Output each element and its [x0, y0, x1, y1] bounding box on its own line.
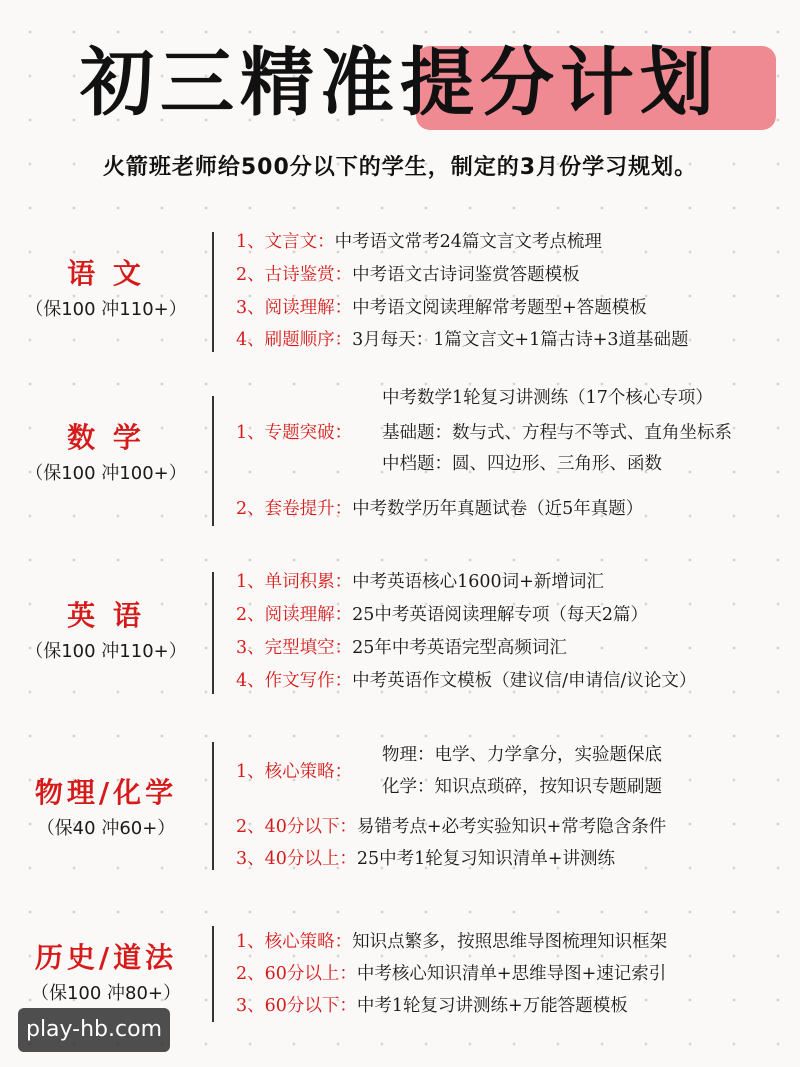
item-text: 25中考1轮复习知识清单+讲测练	[356, 849, 615, 869]
subject-block	[0, 775, 212, 843]
title-normal: 初三精准	[80, 40, 400, 126]
subject-goal: （保100 冲100+）	[25, 463, 187, 484]
item-label: 1、单词积累：	[236, 572, 353, 592]
section-divider	[212, 232, 214, 352]
list-item	[236, 296, 647, 320]
list-item	[236, 328, 689, 352]
list-item	[236, 994, 628, 1018]
list-item	[236, 230, 602, 254]
item-label: 1、文言文：	[236, 232, 335, 252]
title-block	[0, 28, 800, 138]
page-title	[80, 28, 720, 138]
list-item	[236, 570, 604, 594]
item-text: 中考英语核心1600词+新增词汇	[352, 572, 604, 592]
section-divider	[212, 926, 214, 1022]
item-text: 25年中考英语完型高频词汇	[352, 638, 567, 658]
subject-goal: （保100 冲80+）	[30, 983, 182, 1004]
subject-name: 数 学	[67, 421, 145, 454]
item-label: 3、40分以上：	[236, 849, 357, 869]
item-text: 中考语文阅读理解常考题型+答题模板	[352, 298, 647, 318]
item-text: 中考语文常考24篇文言文考点梳理	[334, 232, 602, 252]
item-text: 中考语文古诗词鉴赏答题模板	[352, 265, 580, 285]
item-subline: 化学：知识点琐碎，按知识专题刷题	[382, 777, 662, 797]
item-label: 3、完型填空：	[236, 638, 353, 658]
item-text: 25中考英语阅读理解专项（每天2篇）	[352, 605, 649, 625]
list-item	[236, 962, 666, 986]
item-text: 3月每天：1篇文言文+1篇古诗+3道基础题	[352, 330, 689, 350]
list-item	[236, 930, 667, 954]
title-highlight: 提分计划	[400, 40, 720, 126]
list-item	[236, 497, 643, 521]
item-label: 2、套卷提升：	[236, 499, 353, 519]
item-subline: 基础题：数与式、方程与不等式、直角坐标系	[382, 423, 732, 443]
subject-goal: （保100 冲110+）	[25, 299, 187, 320]
subject-name: 历史/道法	[34, 941, 178, 974]
item-text: 中考1轮复习讲测练+万能答题模板	[356, 996, 628, 1016]
section-divider	[212, 396, 214, 526]
subject-block	[0, 256, 212, 324]
subject-goal: （保40 冲60+）	[36, 818, 176, 839]
item-label: 3、60分以下：	[236, 996, 357, 1016]
item-text: 中考核心知识清单+思维导图+速记索引	[356, 964, 667, 984]
list-item	[236, 636, 567, 660]
item-label: 3、阅读理解：	[236, 298, 353, 318]
subject-block	[0, 940, 212, 1008]
item-label: 2、阅读理解：	[236, 605, 353, 625]
section-divider	[212, 742, 214, 870]
item-label: 2、60分以上：	[236, 964, 357, 984]
list-item	[236, 760, 352, 784]
subject-block	[0, 420, 212, 488]
list-item	[236, 263, 580, 287]
watermark: play-hb.com	[18, 1008, 170, 1052]
list-item	[236, 421, 352, 445]
item-subline: 中考数学1轮复习讲测练（17个核心专项）	[382, 388, 713, 408]
subject-goal: （保100 冲110+）	[25, 641, 187, 662]
section-divider	[212, 572, 214, 694]
item-label: 2、古诗鉴赏：	[236, 265, 353, 285]
subject-name: 英 语	[67, 599, 145, 632]
item-subline: 物理：电学、力学拿分，实验题保底	[382, 745, 662, 765]
list-item	[236, 847, 615, 871]
item-text: 易错考点+必考实验知识+常考隐含条件	[356, 817, 667, 837]
item-subline: 中档题：圆、四边形、三角形、函数	[382, 454, 662, 474]
item-label: 1、核心策略：	[236, 762, 353, 782]
subject-block	[0, 598, 212, 666]
item-label: 4、作文写作：	[236, 671, 353, 691]
item-text: 中考英语作文模板（建议信/申请信/议论文）	[352, 671, 697, 691]
item-text: 中考数学历年真题试卷（近5年真题）	[352, 499, 644, 519]
item-label: 2、40分以下：	[236, 817, 357, 837]
subject-name: 语 文	[67, 257, 145, 290]
subtitle: 火箭班老师给500分以下的学生，制定的3月份学习规划。	[102, 155, 698, 180]
item-label: 1、专题突破：	[236, 423, 353, 443]
list-item	[236, 669, 696, 693]
item-label: 1、核心策略：	[236, 932, 353, 952]
item-label: 4、刷题顺序：	[236, 330, 353, 350]
list-item	[236, 603, 648, 627]
subject-name: 物理/化学	[34, 776, 178, 809]
list-item	[236, 815, 666, 839]
item-text: 知识点繁多，按照思维导图梳理知识框架	[352, 932, 668, 952]
